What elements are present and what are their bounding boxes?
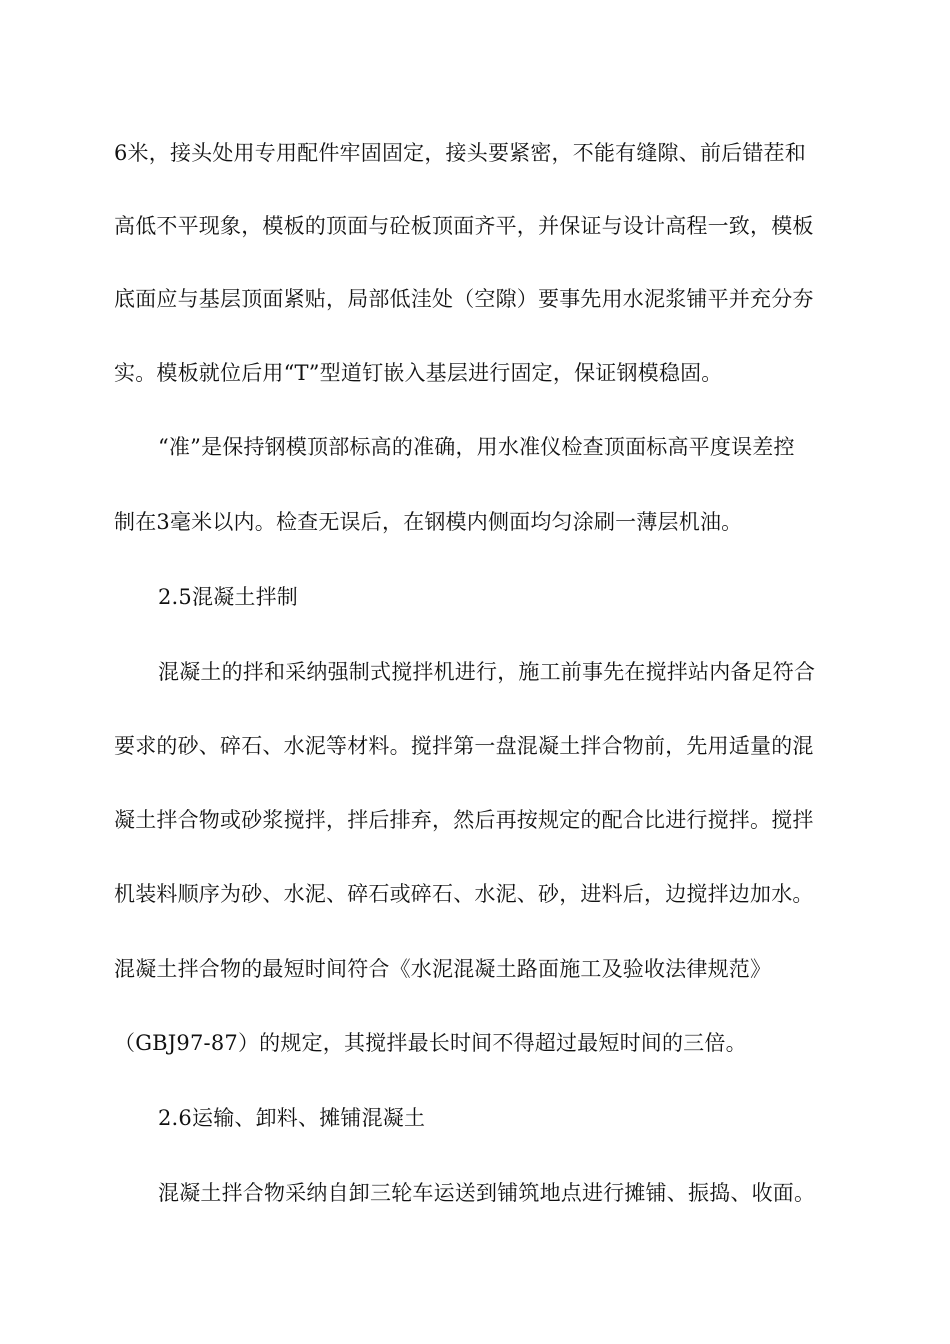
paragraph-line-8: 混凝土的拌和采纳强制式搅拌机进行，施工前事先在搅拌站内备足符合 xyxy=(158,660,816,684)
section-heading-2-6: 2.6运输、卸料、摊铺混凝土 xyxy=(158,1106,426,1130)
paragraph-line-2: 高低不平现象，模板的顶面与砼板顶面齐平，并保证与设计高程一致，模板 xyxy=(114,214,814,238)
paragraph-line-6: 制在3毫米以内。检查无误后，在钢模内侧面均匀涂刷一薄层机油。 xyxy=(114,510,743,534)
paragraph-line-11: 机装料顺序为砂、水泥、碎石或碎石、水泥、砂，进料后，边搅拌边加水。 xyxy=(114,882,814,906)
paragraph-line-13: （GBJ97-87）的规定，其搅拌最长时间不得超过最短时间的三倍。 xyxy=(114,1031,747,1055)
paragraph-line-15: 混凝土拌合物采纳自卸三轮车运送到铺筑地点进行摊铺、振捣、收面。 xyxy=(158,1181,816,1205)
paragraph-line-12: 混凝土拌合物的最短时间符合《水泥混凝土路面施工及验收法律规范》 xyxy=(114,957,772,981)
paragraph-line-9: 要求的砂、碎石、水泥等材料。搅拌第一盘混凝土拌合物前，先用适量的混 xyxy=(114,734,814,758)
paragraph-line-10: 凝土拌合物或砂浆搅拌，拌后排弃，然后再按规定的配合比进行搅拌。搅拌 xyxy=(114,808,814,832)
paragraph-line-4: 实。模板就位后用“T”型道钉嵌入基层进行固定，保证钢模稳固。 xyxy=(114,361,723,385)
paragraph-line-3: 底面应与基层顶面紧贴，局部低洼处（空隙）要事先用水泥浆铺平并充分夯 xyxy=(114,287,814,311)
section-heading-2-5: 2.5混凝土拌制 xyxy=(158,585,298,609)
paragraph-line-5: “准”是保持钢模顶部标高的准确，用水准仪检查顶面标高平度误差控 xyxy=(158,435,795,459)
paragraph-line-1: 6米，接头处用专用配件牢固固定，接头要紧密，不能有缝隙、前后错茬和 xyxy=(114,141,806,165)
